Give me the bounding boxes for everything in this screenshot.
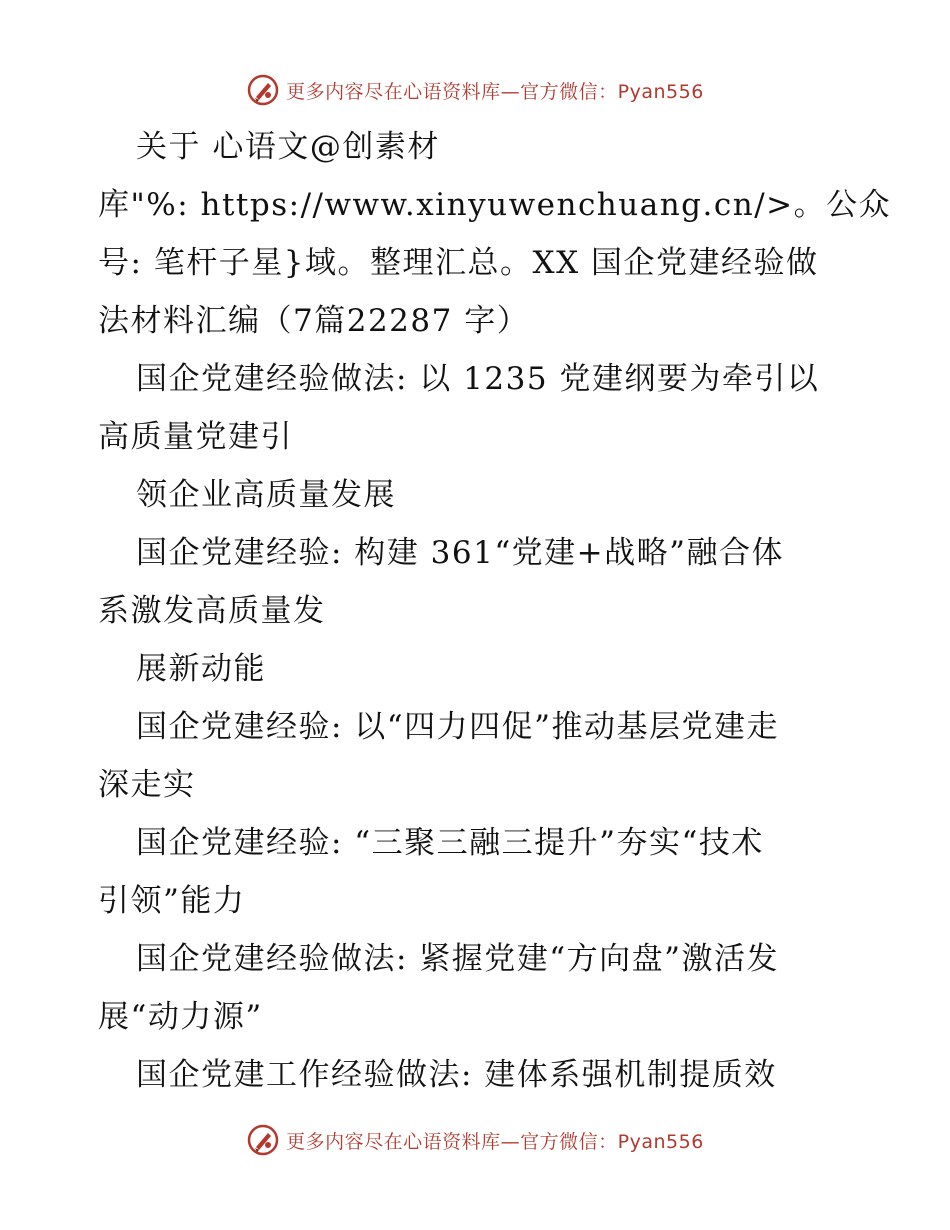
- header-banner: [0, 70, 950, 110]
- doc-line: 展“动力源”: [98, 999, 263, 1035]
- pen-nib-logo-icon: [246, 1123, 280, 1157]
- doc-line: 国企党建工作经验做法: 建体系强机制提质效: [136, 1057, 777, 1093]
- doc-line: 国企党建经验: “三聚三融三提升”夯实“技术: [136, 825, 764, 861]
- doc-line: 引领”能力: [98, 883, 246, 919]
- doc-line: 系激发高质量发: [98, 593, 326, 629]
- pen-nib-logo-icon: [246, 73, 280, 107]
- doc-line: 高质量党建引: [98, 419, 293, 455]
- doc-line: 领企业高质量发展: [136, 477, 396, 513]
- doc-line: 国企党建经验: 构建 361“党建+战略”融合体: [136, 535, 784, 571]
- footer-banner-text: 更多内容尽在心语资料库—官方微信：Pyan556: [286, 1130, 704, 1153]
- doc-line: 展新动能: [136, 651, 266, 687]
- doc-line: 法材料汇编（7篇22287 字）: [98, 303, 530, 339]
- doc-line: 国企党建经验: 以“四力四促”推动基层党建走: [136, 709, 779, 745]
- doc-line: 国企党建经验做法: 以 1235 党建纲要为牵引以: [136, 361, 820, 397]
- doc-line: 关于 心语文@创素材: [136, 129, 440, 165]
- doc-line: 国企党建经验做法: 紧握党建“方向盘”激活发: [136, 941, 779, 977]
- footer-banner: [0, 1120, 950, 1160]
- document-body: [98, 118, 892, 1104]
- header-banner-text: 更多内容尽在心语资料库—官方微信：Pyan556: [286, 80, 704, 103]
- doc-line: 库"%: https://www.xinyuwenchuang.cn/>。公众: [98, 187, 892, 223]
- doc-line: 号: 笔杆子星}域。整理汇总。XX 国企党建经验做: [98, 245, 819, 281]
- doc-line: 深走实: [98, 767, 196, 803]
